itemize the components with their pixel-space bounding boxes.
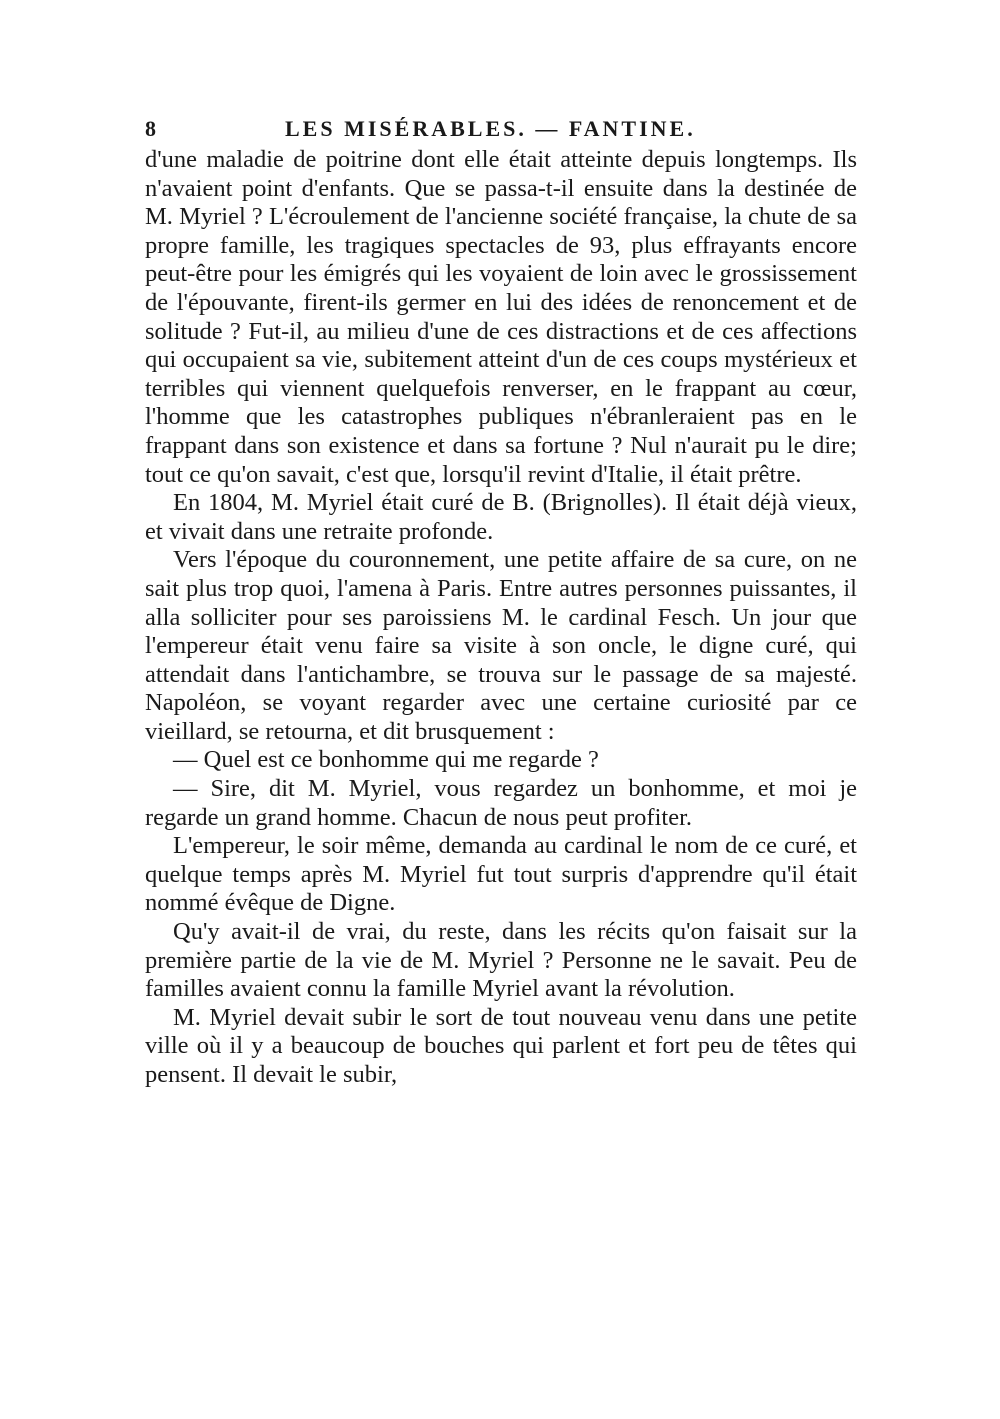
paragraph-recits: Qu'y avait-il de vrai, du reste, dans les récits qu'on faisait sur la première partie de la vie de M. Myriel ? Personne ne le savait. Peu de familles avaient connu la famille Myriel avant la révolution. <box>145 918 857 1003</box>
running-head <box>145 112 857 146</box>
body-text <box>145 146 857 1090</box>
dialogue-myriel: — Sire, dit M. Myriel, vous regardez un bonhomme, et moi je regarde un grand homme. Chacun de nous peut profiter. <box>145 775 857 831</box>
paragraph-brignolles: En 1804, M. Myriel était curé de B. (Brignolles). Il était déjà vieux, et vivait dans une retraite profonde. <box>145 489 857 545</box>
book-page <box>145 112 857 1090</box>
paragraph-continued: d'une maladie de poitrine dont elle était atteinte depuis longtemps. Ils n'avaient point d'enfants. Que se passa-t-il ensuite dans la destinée de M. Myriel ? L'écroulement de l'ancienne société française, la chute de sa propre famille, les tragiques spectacles de 93, plus effrayants encore peut-être pour les émigrés qui les voyaient de loin avec le grossissement de l'épouvante, firent-ils germer en lui des idées de renoncement et de solitude ? Fut-il, au milieu d'une de ces distractions et de ces affections qui occupaient sa vie, subitement atteint d'un de ces coups mystérieux et terribles qui viennent quelquefois renverser, en le frappant au cœur, l'homme que les catastrophes publiques n'ébranleraient pas en le frappant dans son existence et dans sa fortune ? Nul n'aurait pu le dire; tout ce qu'on savait, c'est que, lorsqu'il revint d'Italie, il était prêtre. <box>145 146 857 488</box>
dialogue-napoleon: — Quel est ce bonhomme qui me regarde ? <box>173 746 599 774</box>
paragraph-nouveau-venu: M. Myriel devait subir le sort de tout nouveau venu dans une petite ville où il y a beaucoup de bouches qui parlent et fort peu de têtes qui pensent. Il devait le subir, <box>145 1003 857 1088</box>
page-number: 8 <box>145 116 159 141</box>
running-title: LES MISÉRABLES. — FANTINE. <box>285 116 696 141</box>
paragraph-couronnement: Vers l'époque du couronnement, une petite affaire de sa cure, on ne sait plus trop quoi, l'amena à Paris. Entre autres personnes puissantes, il alla solliciter pour ses paroissiens M. le cardinal Fesch. Un jour que l'empereur était venu faire sa visite à son oncle, le digne curé, qui attendait dans l'antichambre, se trouva sur le passage de sa majesté. Napoléon, se voyant regarder avec une certaine curiosité par ce vieillard, se retourna, et dit brusquement : <box>145 546 857 745</box>
paragraph-empereur: L'empereur, le soir même, demanda au cardinal le nom de ce curé, et quelque temps après M. Myriel fut tout surpris d'apprendre qu'il était nommé évêque de Digne. <box>145 832 857 917</box>
